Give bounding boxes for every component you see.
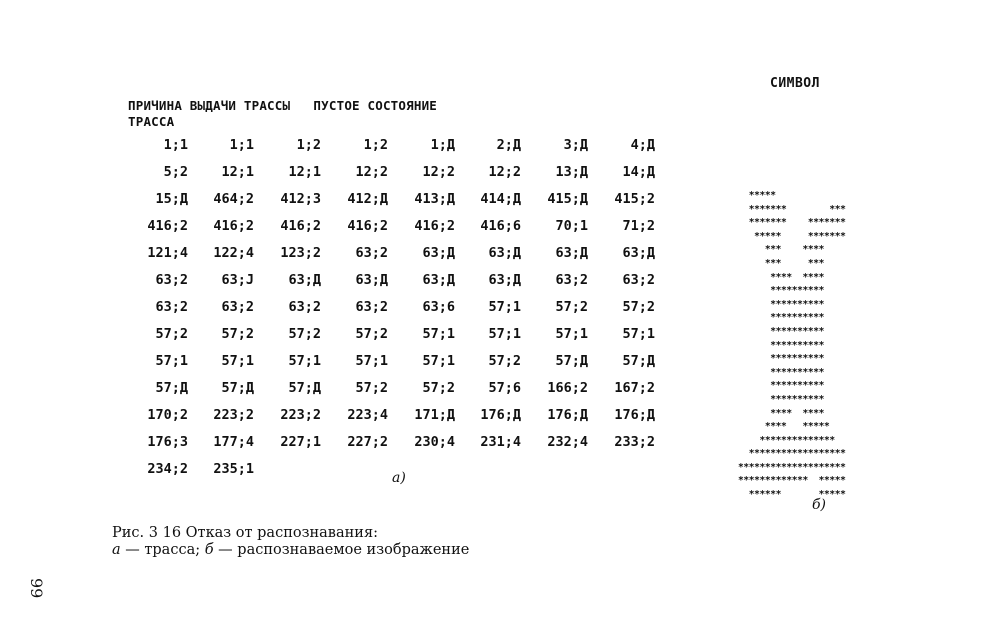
trace-cell: 4;Д: [630, 137, 655, 153]
trace-cell: 63;Д: [355, 272, 388, 288]
trace-cell: 63;Д: [622, 245, 655, 261]
trace-cell: 63;Д: [422, 272, 455, 288]
trace-cell: 57;1: [422, 353, 455, 369]
trace-cell: 223;2: [213, 407, 254, 423]
label-b: б): [812, 497, 827, 513]
trace-cell: 12;2: [488, 164, 521, 180]
caption-b-text: — распознаваемое изображение: [213, 542, 470, 558]
trace-cell: 1;1: [229, 137, 254, 153]
bitmap-row: **********: [738, 325, 825, 337]
caption-a-text: — трасса;: [120, 542, 205, 558]
trace-cell: 63;2: [155, 272, 188, 288]
bitmap-row: *** ****: [738, 244, 825, 256]
trace-cell: 5;2: [163, 164, 188, 180]
trace-cell: 71;2: [622, 218, 655, 234]
trace-cell: 14;Д: [622, 164, 655, 180]
bitmap-row: **************: [738, 434, 835, 446]
trace-cell: 233;2: [614, 434, 655, 450]
bitmap-row: ******* ***: [738, 203, 846, 215]
trace-cell: 57;Д: [555, 353, 588, 369]
trace-cell: 57;1: [555, 326, 588, 342]
trace-cell: 416;2: [280, 218, 321, 234]
bitmap-row: ******* *******: [738, 217, 846, 229]
trace-cell: 57;1: [155, 353, 188, 369]
trace-cell: 57;2: [555, 299, 588, 315]
trace-cell: 63;6: [422, 299, 455, 315]
bitmap-row: **********: [738, 393, 825, 405]
trace-cell: 227;2: [347, 434, 388, 450]
caption-b-letter: б: [204, 542, 214, 558]
trace-cell: 413;Д: [414, 191, 455, 207]
trace-header: [128, 98, 437, 130]
trace-cell: 63;Д: [488, 245, 521, 261]
trace-cell: 464;2: [213, 191, 254, 207]
trace-cell: 63;Д: [422, 245, 455, 261]
trace-cell: 1;2: [363, 137, 388, 153]
trace-cell: 63;2: [221, 299, 254, 315]
trace-cell: 57;2: [355, 326, 388, 342]
trace-cell: 57;Д: [288, 380, 321, 396]
trace-cell: 166;2: [547, 380, 588, 396]
trace-cell: 177;4: [213, 434, 254, 450]
trace-cell: 63;Д: [288, 272, 321, 288]
trace-cell: 63;2: [288, 299, 321, 315]
header-line-2: ТРАССА: [128, 114, 175, 129]
trace-cell: 176;Д: [480, 407, 521, 423]
trace-cell: 231;4: [480, 434, 521, 450]
trace-cell: 3;Д: [563, 137, 588, 153]
symbol-title: СИМВОЛ: [770, 76, 820, 91]
trace-cell: 415;2: [614, 191, 655, 207]
trace-cell: 12;1: [221, 164, 254, 180]
trace-cell: 57;2: [622, 299, 655, 315]
trace-cell: 416;2: [347, 218, 388, 234]
trace-cell: 123;2: [280, 245, 321, 261]
trace-cell: 170;2: [147, 407, 188, 423]
bitmap-row: **********: [738, 353, 825, 365]
bitmap-row: **** *****: [738, 421, 830, 433]
trace-cell: 176;Д: [547, 407, 588, 423]
trace-cell: 63;2: [155, 299, 188, 315]
trace-cell: 416;2: [414, 218, 455, 234]
bitmap-row: **********: [738, 285, 825, 297]
trace-cell: 57;1: [488, 326, 521, 342]
bitmap-row: **********: [738, 339, 825, 351]
trace-cell: 70;1: [555, 218, 588, 234]
trace-cell: 57;1: [221, 353, 254, 369]
trace-cell: 57;2: [488, 353, 521, 369]
trace-cell: 57;2: [288, 326, 321, 342]
trace-cell: 57;6: [488, 380, 521, 396]
bitmap-row: ************* *****: [738, 475, 846, 487]
trace-cell: 57;1: [422, 326, 455, 342]
trace-cell: 121;4: [147, 245, 188, 261]
trace-cell: 57;Д: [155, 380, 188, 396]
trace-cell: 414;Д: [480, 191, 521, 207]
trace-cell: 63;J: [221, 272, 254, 288]
bitmap-row: ***** *******: [738, 230, 846, 242]
trace-cell: 57;Д: [221, 380, 254, 396]
trace-cell: 57;Д: [622, 353, 655, 369]
trace-cell: 63;2: [355, 299, 388, 315]
trace-cell: 176;3: [147, 434, 188, 450]
trace-cell: 63;2: [622, 272, 655, 288]
bitmap-row: ********************: [738, 461, 846, 473]
trace-cell: 12;2: [422, 164, 455, 180]
bitmap-row: **********: [738, 298, 825, 310]
bitmap-row: **** ****: [738, 407, 825, 419]
trace-cell: 57;1: [622, 326, 655, 342]
trace-cell: 415;Д: [547, 191, 588, 207]
trace-cell: 57;2: [422, 380, 455, 396]
trace-cell: 12;2: [355, 164, 388, 180]
trace-cell: 1;Д: [430, 137, 455, 153]
trace-cell: 1;1: [163, 137, 188, 153]
trace-cell: 230;4: [414, 434, 455, 450]
trace-cell: 2;Д: [496, 137, 521, 153]
bitmap-row: ******************: [738, 448, 846, 460]
trace-cell: 57;2: [155, 326, 188, 342]
trace-cell: 232;4: [547, 434, 588, 450]
trace-cell: 57;2: [355, 380, 388, 396]
label-a: а): [392, 470, 406, 486]
bitmap-row: **********: [738, 312, 825, 324]
trace-cell: 15;Д: [155, 191, 188, 207]
header-line-1: ПРИЧИНА ВЫДАЧИ ТРАССЫ ПУСТОЕ СОСТОЯНИЕ: [128, 98, 438, 113]
bitmap-row: *****: [738, 190, 776, 201]
trace-cell: 57;1: [488, 299, 521, 315]
trace-cell: 12;1: [288, 164, 321, 180]
trace-cell: 57;2: [221, 326, 254, 342]
trace-cell: 171;Д: [414, 407, 455, 423]
trace-cell: 234;2: [147, 461, 188, 477]
trace-cell: 176;Д: [614, 407, 655, 423]
trace-cell: 63;2: [555, 272, 588, 288]
trace-cell: 416;2: [213, 218, 254, 234]
bitmap-row: ****** *****: [738, 489, 846, 501]
trace-cell: 63;Д: [555, 245, 588, 261]
trace-cell: 412;Д: [347, 191, 388, 207]
trace-cell: 223;2: [280, 407, 321, 423]
caption-a-letter: а: [112, 542, 121, 558]
bitmap-row: *** ***: [738, 257, 825, 269]
figure-caption: [112, 525, 469, 559]
bitmap-row: **** ****: [738, 271, 825, 283]
trace-cell: 412;3: [280, 191, 321, 207]
trace-cell: 13;Д: [555, 164, 588, 180]
bitmap-row: **********: [738, 380, 825, 392]
trace-cell: 416;6: [480, 218, 521, 234]
trace-cell: 235;1: [213, 461, 254, 477]
trace-cell: 122;4: [213, 245, 254, 261]
trace-cell: 63;2: [355, 245, 388, 261]
trace-cell: 1;2: [296, 137, 321, 153]
page-number: 99: [27, 578, 46, 599]
caption-line-2: [112, 542, 469, 559]
caption-line-1: Рис. 3 16 Отказ от распознавания:: [112, 525, 378, 541]
trace-cell: 227;1: [280, 434, 321, 450]
symbol-bitmap: [738, 189, 846, 502]
trace-cell: 167;2: [614, 380, 655, 396]
trace-cell: 416;2: [147, 218, 188, 234]
bitmap-row: **********: [738, 366, 825, 378]
trace-cell: 57;1: [288, 353, 321, 369]
trace-cell: 223;4: [347, 407, 388, 423]
trace-cell: 63;Д: [488, 272, 521, 288]
trace-cell: 57;1: [355, 353, 388, 369]
